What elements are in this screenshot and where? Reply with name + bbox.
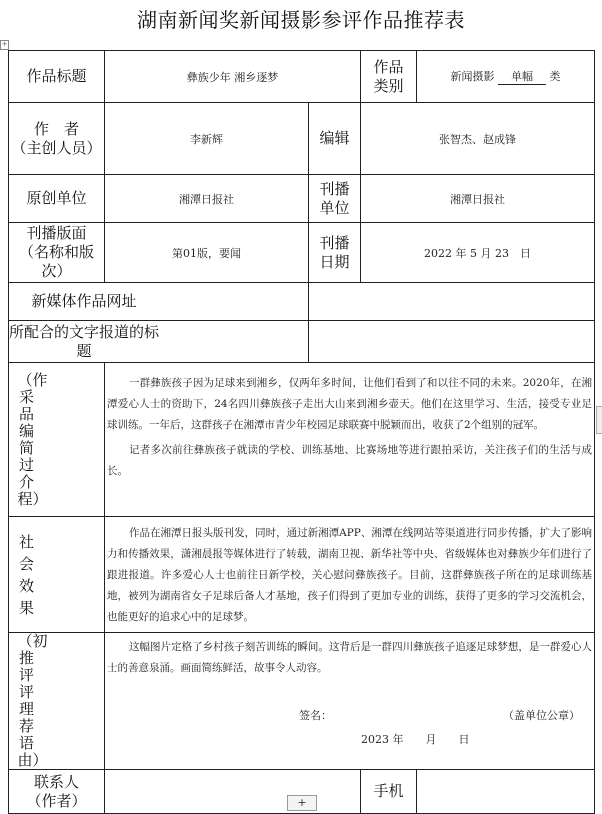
effect-label — [9, 517, 105, 633]
author-value[interactable]: 李新辉 — [105, 103, 309, 175]
publisher-label — [309, 175, 361, 223]
author-label-line1: 作 者 — [33, 119, 79, 138]
category-prefix: 新闻摄影 — [450, 70, 495, 83]
process-body[interactable] — [105, 363, 595, 517]
date-value[interactable]: 2022 年 5 月 23 日 — [361, 223, 595, 283]
phone-label: 手机 — [361, 770, 417, 814]
page-label — [9, 223, 105, 283]
effect-label-text: 社会效果 — [18, 532, 34, 617]
work-title-label: 作品标题 — [9, 51, 105, 103]
signature-label: 签名： — [299, 709, 332, 722]
editor-value[interactable]: 张智杰、赵成锋 — [361, 103, 595, 175]
headline-label: 所配合的文字报道的标题 — [9, 322, 160, 360]
author-label-line2: （主创人员） — [11, 138, 102, 157]
process-paragraph-2: 记者多次前往彝族孩子就读的学校、训练基地、比赛场地等进行跟拍采访，关注孩子们的生活与成长。 — [107, 444, 592, 477]
date-label — [309, 223, 361, 283]
headline-label-cell — [9, 321, 309, 363]
review-label — [9, 633, 105, 770]
row-effect — [9, 517, 595, 633]
origin-unit-value[interactable]: 湘潭日报社 — [105, 175, 309, 223]
headline-value[interactable] — [309, 321, 595, 363]
page-value[interactable]: 第01版，要闻 — [105, 223, 309, 283]
origin-unit-label: 原创单位 — [9, 175, 105, 223]
url-label-cell — [9, 283, 309, 321]
review-label-text: （初推评评理荐语由） — [17, 632, 48, 769]
review-body[interactable] — [105, 633, 595, 770]
row-review — [9, 633, 595, 770]
work-title-value[interactable]: 彝族少年 湘乡逐梦 — [105, 51, 361, 103]
category-value[interactable]: 单幅 — [498, 68, 546, 85]
contact-label-text: 联系人（作者） — [26, 772, 87, 810]
contact-label — [9, 770, 105, 814]
category-value-cell[interactable] — [417, 51, 595, 103]
review-paragraph: 这幅图片定格了乡村孩子刻苦训练的瞬间。这背后是一群四川彝族孩子追逐足球梦想，是一群爱心人士的善意泉涌。画面简练鲜活，故事令人动容。 — [107, 641, 592, 674]
page-title: 湖南新闻奖新闻摄影参评作品推荐表 — [137, 8, 465, 32]
row-url — [9, 283, 595, 321]
signature-date[interactable]: 2023 年 月 日 — [361, 733, 470, 746]
effect-body[interactable] — [105, 517, 595, 633]
seal-note: （盖单位公章） — [503, 709, 580, 722]
recommendation-form-table — [8, 50, 595, 814]
page-label-text: 刊播版面（名称和版次） — [18, 224, 94, 280]
phone-value[interactable] — [417, 770, 595, 814]
process-label-text: （作采品编简过介程） — [17, 370, 48, 508]
url-label: 新媒体作品网址 — [31, 292, 137, 310]
row-page — [9, 223, 595, 283]
row-work-title — [9, 51, 595, 103]
process-label — [9, 363, 105, 517]
process-paragraph-1: 一群彝族孩子因为足球来到湘乡，仅两年多时间，让他们看到了和以往不同的未来。2020年，在湘潭爱心人士的资助下，24名四川彝族孩子走出大山来到湘乡壶天。他们在这里学习、生活，接受专业足球训练。一年后，这群孩子在湘潭市青少年校园足球联赛中脱颖而出，收获了2个组别的冠军。 — [107, 377, 592, 431]
row-origin — [9, 175, 595, 223]
row-headline — [9, 321, 595, 363]
editor-label: 编辑 — [309, 103, 361, 175]
category-label — [361, 51, 417, 103]
url-value[interactable] — [309, 283, 595, 321]
add-row-button[interactable]: + — [287, 795, 317, 811]
side-resize-handle[interactable] — [596, 406, 602, 434]
publisher-label-text: 刊播单位 — [319, 179, 350, 217]
category-label-text: 作品类别 — [373, 57, 404, 95]
author-label — [9, 103, 105, 175]
table-anchor-handle[interactable]: + — [1, 40, 8, 48]
contact-value[interactable] — [105, 770, 361, 814]
date-label-text: 刊播日期 — [319, 233, 350, 271]
publisher-value[interactable]: 湘潭日报社 — [361, 175, 595, 223]
row-process — [9, 363, 595, 517]
category-suffix: 类 — [549, 70, 561, 83]
row-author — [9, 103, 595, 175]
effect-paragraph: 作品在湘潭日报头版刊发，同时，通过新湘潭APP、湘潭在线网站等渠道进行同步传播，扩大了影响力和传播效果，潇湘晨报等媒体进行了转载，湖南卫视、新华社等中央、省级媒体也对彝族少年们进行了跟进报道。许多爱心人士也前往日新学校，关心慰问彝族孩子。目前，这群彝族孩子所在的足球训练基地，被列为湖南省女子足球后备人才基地，孩子们得到了更加专业的训练，获得了更多的学习交流机会，也能更好的追求心中的足球梦。 — [107, 527, 592, 623]
